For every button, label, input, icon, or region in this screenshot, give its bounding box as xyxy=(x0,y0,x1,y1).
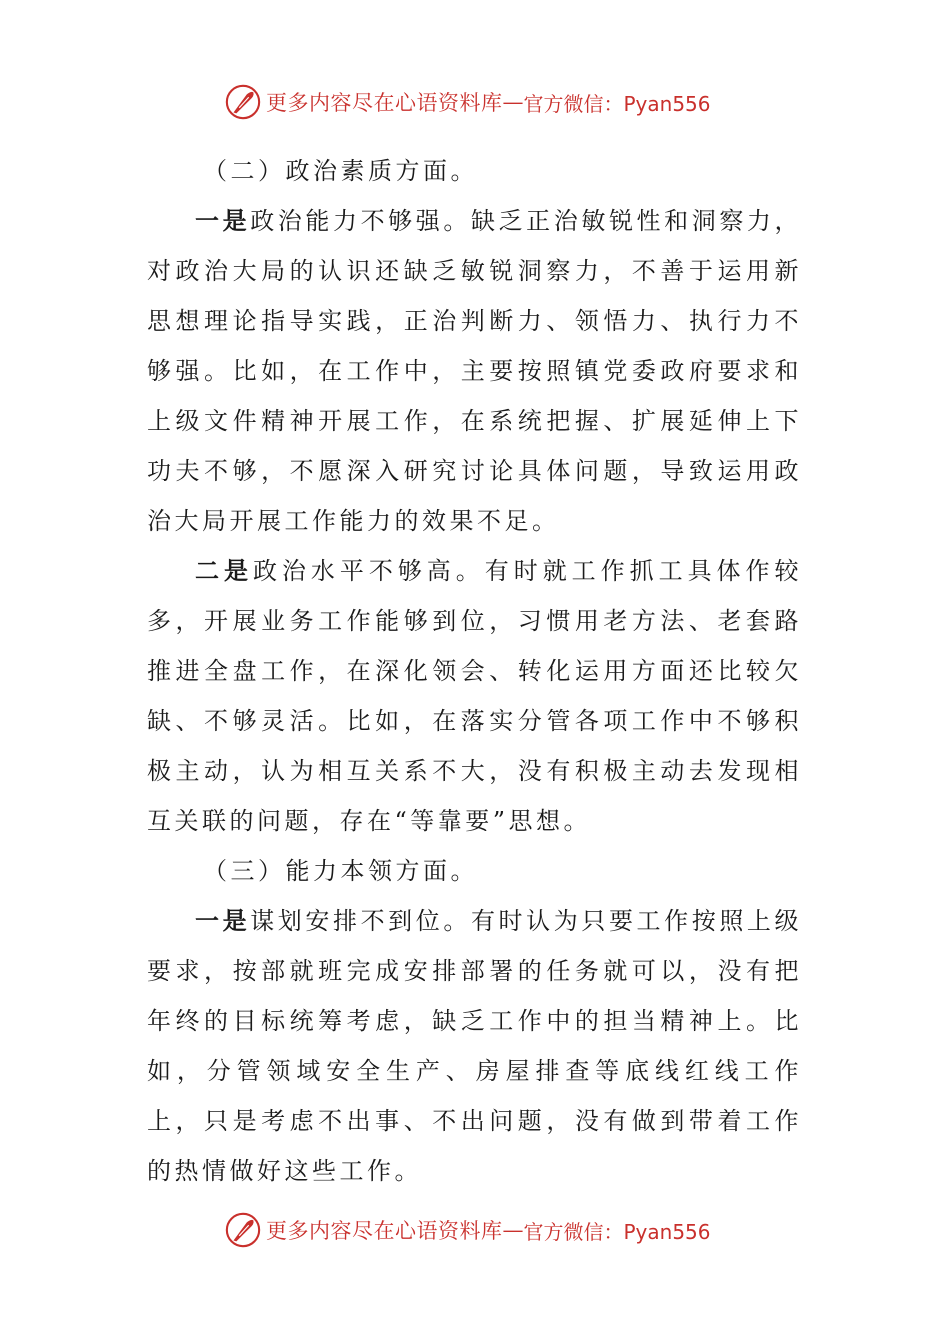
paragraph-2-2 xyxy=(147,546,802,846)
paragraph-text: 政治能力不够强。缺乏正治敏锐性和洞察力，对政治大局的认识还缺乏敏锐洞察力，不善于运用新思想理论指导实践，正治判断力、领悟力、执行力不够强。比如，在工作中，主要按照镇党委政府要求和上级文件精神开展工作，在系统把握、扩展延伸上下功夫不够，不愿深入研究讨论具体问题，导致运用政治大局开展工作能力的效果不足。 xyxy=(147,207,803,535)
watermark-text: 更多内容尽在心语资料库 xyxy=(266,1219,503,1243)
watermark-wechat: 官方微信：Pyan556 xyxy=(523,1219,711,1244)
watermark-wechat: 官方微信：Pyan556 xyxy=(523,91,711,116)
quill-logo-icon xyxy=(224,1211,262,1249)
paragraph-lead: 一是 xyxy=(195,206,251,235)
watermark-text: 更多内容尽在心语资料库 xyxy=(266,91,503,115)
header-watermark xyxy=(224,80,784,124)
paragraph-2-1 xyxy=(147,196,802,546)
paragraph-lead: 二是 xyxy=(195,556,253,585)
paragraph-3-1 xyxy=(147,896,802,1196)
watermark-separator: — xyxy=(502,1218,524,1242)
section-heading-2: （二）政治素质方面。 xyxy=(203,157,478,185)
document-body xyxy=(147,146,802,1196)
section-heading-3: （三）能力本领方面。 xyxy=(203,857,478,885)
quill-logo-icon xyxy=(224,83,262,121)
paragraph-text: 政治水平不够高。有时就工作抓工具体作较多，开展业务工作能够到位，习惯用老方法、老套路推进全盘工作，在深化领会、转化运用方面还比较欠缺、不够灵活。比如，在落实分管各项工作中不够积极主动，认为相互关系不大，没有积极主动去发现相互关联的问题，存在“等靠要”思想。 xyxy=(147,557,803,835)
paragraph-text: 谋划安排不到位。有时认为只要工作按照上级要求，按部就班完成安排部署的任务就可以，没有把年终的目标统筹考虑，缺乏工作中的担当精神上。比如，分管领域安全生产、房屋排查等底线红线工作上，只是考虑不出事、不出问题，没有做到带着工作的热情做好这些工作。 xyxy=(147,907,803,1185)
footer-watermark xyxy=(224,1208,784,1252)
watermark-separator: — xyxy=(502,90,524,114)
paragraph-lead: 一是 xyxy=(195,906,251,935)
